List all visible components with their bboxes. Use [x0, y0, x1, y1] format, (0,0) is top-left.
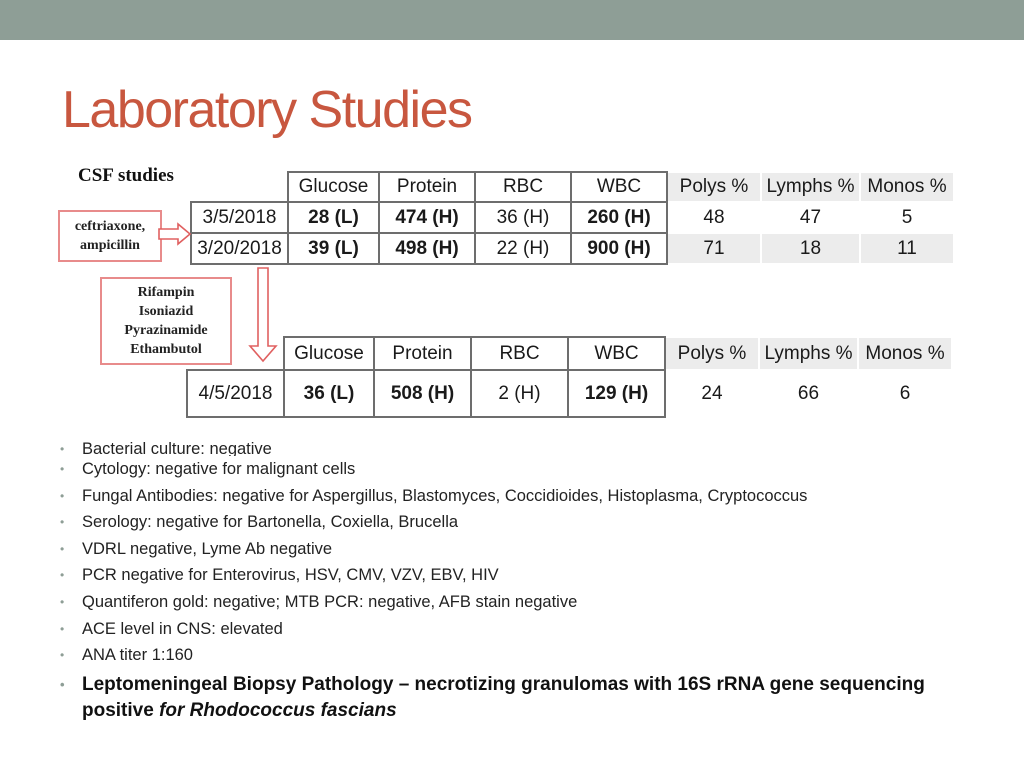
- date-cell: 3/5/2018: [191, 202, 288, 233]
- wbc-cell: 260 (H): [571, 202, 667, 233]
- list-item: • Serology: negative for Bartonella, Coxiella, Brucella: [58, 509, 958, 536]
- list-item-biopsy: [58, 672, 958, 724]
- csf-table-followup: [186, 336, 953, 418]
- organism-name: for Rhodococcus fascians: [159, 699, 397, 721]
- top-banner: [0, 0, 1024, 40]
- lymphs-cell: 66: [759, 370, 858, 417]
- csf-table-initial: [190, 171, 955, 265]
- table-row: [191, 202, 954, 233]
- wbc-cell: 900 (H): [571, 233, 667, 264]
- list-item: • Quantiferon gold: negative; MTB PCR: negative, AFB stain negative: [58, 589, 958, 616]
- treatment-line: Ethambutol: [130, 342, 202, 357]
- list-item: • ANA titer 1:160: [58, 642, 958, 669]
- list-item: • Fungal Antibodies: negative for Aspergillus, Blastomyces, Coccidioides, Histoplasma, Cryptococcus: [58, 483, 958, 510]
- treatment-box-antibiotics: [58, 210, 162, 262]
- treatment-line: Rifampin: [137, 285, 195, 300]
- glucose-cell: 39 (L): [288, 233, 379, 264]
- monos-cell: 6: [858, 370, 952, 417]
- header-polys: Polys %: [665, 337, 759, 370]
- list-item: • Cytology: negative for malignant cells: [58, 456, 958, 483]
- glucose-cell: 28 (L): [288, 202, 379, 233]
- header-lymphs: Lymphs %: [761, 172, 860, 202]
- polys-cell: 24: [665, 370, 759, 417]
- slide-title: Laboratory Studies: [62, 81, 472, 139]
- header-protein: Protein: [379, 172, 475, 202]
- header-monos: Monos %: [860, 172, 954, 202]
- header-rbc: RBC: [475, 172, 571, 202]
- polys-cell: 48: [667, 202, 761, 233]
- protein-cell: 498 (H): [379, 233, 475, 264]
- date-cell: 4/5/2018: [187, 370, 284, 417]
- monos-cell: 5: [860, 202, 954, 233]
- table-header-row: [187, 337, 952, 370]
- header-wbc: WBC: [571, 172, 667, 202]
- table-header-row: [191, 172, 954, 202]
- list-item: • ACE level in CNS: elevated: [58, 616, 958, 643]
- polys-cell: 71: [667, 233, 761, 264]
- lymphs-cell: 18: [761, 233, 860, 264]
- treatment-line: Pyrazinamide: [124, 323, 208, 338]
- date-cell: 3/20/2018: [191, 233, 288, 264]
- treatment-line: ceftriaxone,: [74, 219, 146, 234]
- findings-list: [58, 436, 958, 724]
- header-glucose: Glucose: [284, 337, 374, 370]
- header-protein: Protein: [374, 337, 471, 370]
- header-wbc: WBC: [568, 337, 665, 370]
- lymphs-cell: 47: [761, 202, 860, 233]
- protein-cell: 474 (H): [379, 202, 475, 233]
- rbc-cell: 36 (H): [475, 202, 571, 233]
- protein-cell: 508 (H): [374, 370, 471, 417]
- list-item: • PCR negative for Enterovirus, HSV, CMV, VZV, EBV, HIV: [58, 562, 958, 589]
- monos-cell: 11: [860, 233, 954, 264]
- header-lymphs: Lymphs %: [759, 337, 858, 370]
- right-arrow-icon: [158, 222, 192, 246]
- glucose-cell: 36 (L): [284, 370, 374, 417]
- header-polys: Polys %: [667, 172, 761, 202]
- rbc-cell: 2 (H): [471, 370, 568, 417]
- empty-corner: [187, 337, 284, 370]
- wbc-cell: 129 (H): [568, 370, 665, 417]
- list-item-text: • Bacterial culture: negative: [82, 440, 272, 456]
- csf-studies-label: CSF studies: [78, 165, 174, 186]
- header-rbc: RBC: [471, 337, 568, 370]
- rbc-cell: 22 (H): [475, 233, 571, 264]
- treatment-line: Isoniazid: [138, 304, 194, 319]
- header-monos: Monos %: [858, 337, 952, 370]
- table-row: [191, 233, 954, 264]
- list-item: [58, 436, 958, 456]
- list-item: • VDRL negative, Lyme Ab negative: [58, 536, 958, 563]
- table-row: [187, 370, 952, 417]
- empty-corner: [191, 172, 288, 202]
- biopsy-text: Leptomeningeal Biopsy Pathology – necrotizing granulomas with 16S rRNA gene sequencing positive: [82, 673, 925, 721]
- treatment-line: ampicillin: [80, 238, 140, 253]
- header-glucose: Glucose: [288, 172, 379, 202]
